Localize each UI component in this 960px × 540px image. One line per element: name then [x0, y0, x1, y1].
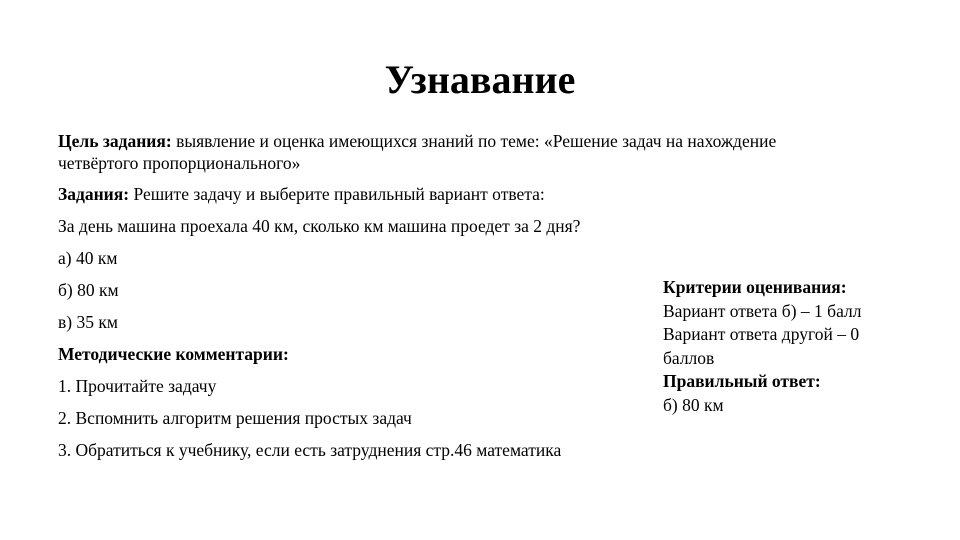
tasks-text: Решите задачу и выберите правильный вариант ответа:: [129, 184, 545, 204]
correct-answer: б) 80 км: [663, 394, 724, 415]
goal-text: выявление и оценка имеющихся знаний по теме: «Решение задач на нахождение четвёртого пропорционального»: [58, 131, 777, 173]
criteria-line-2: Вариант ответа другой – 0 баллов: [663, 324, 860, 368]
slide-title: Узнавание: [384, 57, 576, 102]
question-text: За день машина проехала 40 км, сколько км машина проедет за 2 дня?: [58, 216, 581, 236]
method-comment-1: 1. Прочитайте задачу: [58, 376, 217, 396]
tasks-label: Задания:: [58, 184, 130, 204]
method-comment-2: 2. Вспомнить алгоритм решения простых задач: [58, 408, 412, 428]
correct-answer-label: Правильный ответ:: [663, 371, 821, 391]
method-comments-label: Методические комментарии:: [58, 344, 289, 364]
tasks-paragraph: [58, 183, 798, 205]
goal-paragraph: [58, 130, 798, 174]
option-c: в) 35 км: [58, 312, 118, 332]
goal-label: Цель задания:: [58, 131, 172, 151]
option-b: б) 80 км: [58, 280, 119, 300]
criteria-box: [663, 276, 903, 417]
criteria-label: Критерии оценивания:: [663, 277, 847, 297]
criteria-line-1: Вариант ответа б) – 1 балл: [663, 300, 862, 321]
option-a: а) 40 км: [58, 248, 118, 268]
method-comment-3: 3. Обратиться к учебнику, если есть затруднения стр.46 математика: [58, 440, 562, 460]
